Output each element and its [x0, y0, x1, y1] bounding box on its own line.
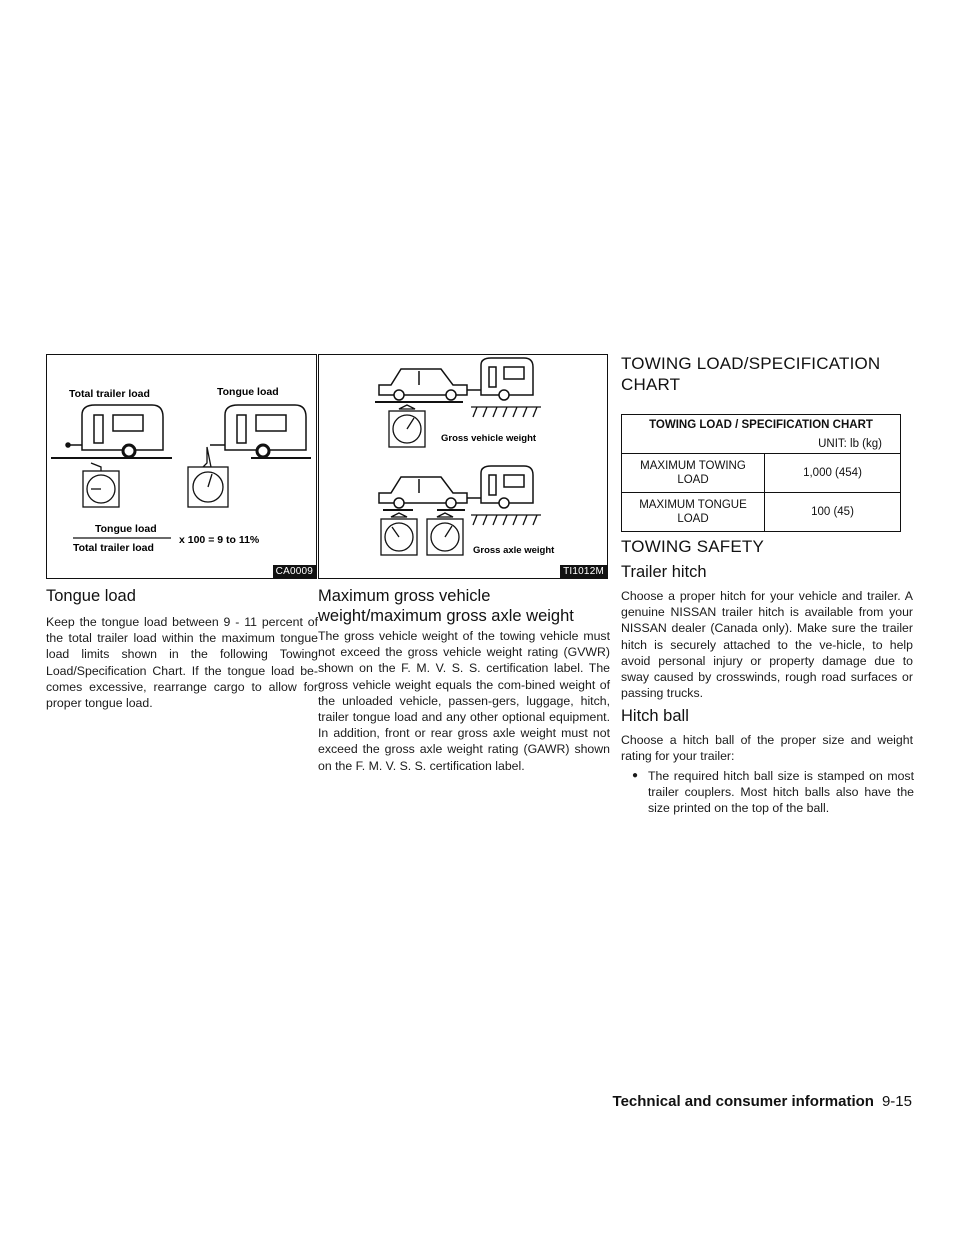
table-row [622, 454, 901, 493]
table-row [622, 493, 901, 532]
page-footer [592, 1093, 912, 1110]
spec-row-value: 1,000 (454) [765, 454, 901, 493]
formula-result: x 100 = 9 to 11% [179, 534, 260, 546]
vehicle-bottom [379, 466, 533, 508]
spec-table-title: TOWING LOAD / SPECIFICATION CHART [622, 415, 901, 436]
gross-weight-body: The gross vehicle weight of the towing vehicle must not exceed the gross vehicle weight rating (GVWR) shown on the F. M. V. S. S. certification label. The gross vehicle weight equals the com-bined weight of the unloaded vehicle, passen-gers, luggage, hitch, trailer tongue load and any other optional equipment. In addition, front or rear gross axle weight must not exceed the gross axle weight rating (GAWR) shown on the F. M. V. S. S. certification label. [318, 629, 610, 773]
scale-front-axle-icon [381, 513, 417, 555]
figure-code: TI1012M [560, 565, 607, 578]
gross-axle-weight-label: Gross axle weight [473, 545, 555, 556]
scale-vehicle-icon [389, 405, 425, 447]
trailer-hitch-body: Choose a proper hitch for your vehicle and trailer. A genuine NISSAN trailer hitch is available from your NISSAN dealer (Canada only). Make sure the trailer hitch is securely attached to the ve-hicle, to help avoid personal injury or property damage due to sway caused by crosswinds, rough road surfaces or passing trucks. [621, 589, 913, 701]
ground-hatch-bottom [471, 515, 541, 525]
figure-code: CA0009 [273, 565, 316, 578]
figure-tongue-load [46, 354, 317, 579]
chart-heading-line1: TOWING LOAD/SPECIFICATION [621, 354, 881, 373]
tongue-load-body: Keep the tongue load between 9 - 11 percent of the total trailer load within the maximum tongue load limits shown in the following Towing Load/Specification Chart. If the tongue load be-comes excessive, rearrange cargo to allow for proper tongue load. [46, 615, 318, 711]
scale-right-icon [188, 447, 228, 507]
towing-spec-table [621, 414, 901, 532]
scale-rear-axle-icon [427, 513, 463, 555]
trailer-right [210, 405, 306, 457]
chart-heading [621, 353, 921, 395]
bullet-icon: ● [632, 770, 639, 781]
gross-weight-heading-line2: weight/maximum gross axle weight [318, 607, 574, 625]
ground-hatch-top [471, 407, 541, 417]
spec-row-label-line2: LOAD [677, 513, 709, 525]
formula-denominator: Total trailer load [73, 542, 154, 554]
vehicle-top [379, 358, 533, 400]
spec-row-label-line1: MAXIMUM TONGUE [639, 499, 747, 511]
hitch-ball-body: Choose a hitch ball of the proper size and weight rating for your trailer: [621, 733, 913, 764]
page-number: 9-15 [881, 1093, 912, 1110]
figure-gross-weight [318, 354, 608, 579]
tongue-load-label: Tongue load [217, 386, 279, 398]
spec-row-value: 100 (45) [765, 493, 901, 532]
bullet-text: The required hitch ball size is stamped on most trailer couplers. Most hitch balls also have the size printed on the top of the ball. [648, 769, 914, 816]
gross-weight-heading-line1: Maximum gross vehicle [318, 587, 491, 605]
gross-weight-heading [318, 586, 613, 626]
tongue-load-heading: Tongue load [46, 587, 136, 605]
formula-numerator: Tongue load [95, 523, 157, 535]
scale-left-icon [83, 463, 119, 507]
spec-table-unit: UNIT: lb (kg) [622, 435, 901, 454]
trailer-left [66, 405, 163, 457]
towing-safety-heading: TOWING SAFETY [621, 537, 765, 556]
spec-row-label-line2: LOAD [677, 474, 709, 486]
spec-row-label-line1: MAXIMUM TOWING [640, 460, 746, 472]
gross-weight-illustration [319, 355, 606, 577]
total-trailer-load-label: Total trailer load [69, 388, 150, 400]
tongue-load-illustration [47, 355, 315, 577]
gross-vehicle-weight-label: Gross vehicle weight [441, 433, 537, 444]
hitch-ball-heading: Hitch ball [621, 707, 689, 725]
trailer-hitch-heading: Trailer hitch [621, 563, 707, 581]
footer-section: Technical and consumer information [612, 1093, 874, 1110]
spec-row-label [622, 493, 765, 532]
chart-heading-line2: CHART [621, 375, 681, 394]
spec-row-label [622, 454, 765, 493]
